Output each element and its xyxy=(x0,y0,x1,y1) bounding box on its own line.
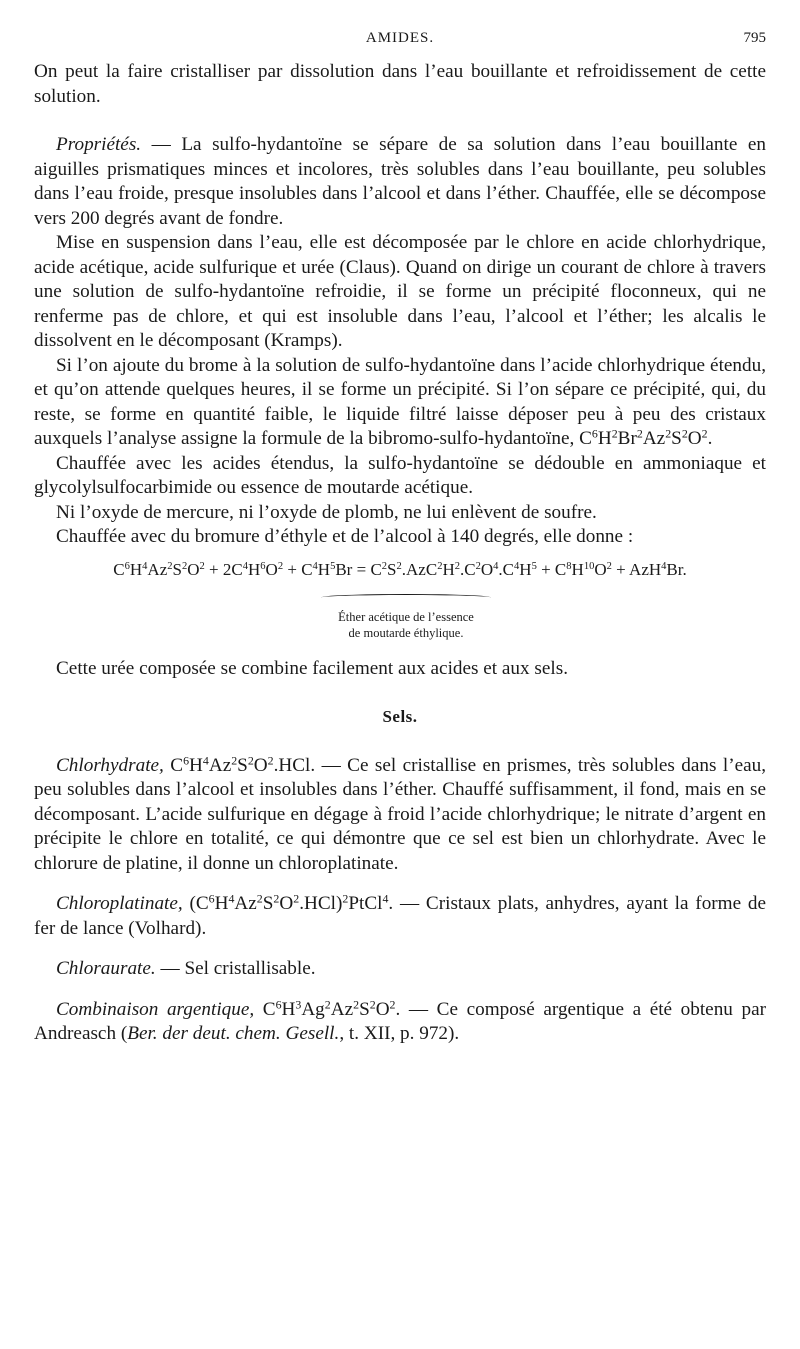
running-title: AMIDES. xyxy=(365,30,435,46)
product-ester: $C^8H^{10}O^2$ xyxy=(554,559,612,579)
underbrace xyxy=(34,584,766,609)
paragraph-chloraurate xyxy=(34,957,766,982)
reference-journal: Ber. der deut. chem. Gesell. xyxy=(127,1023,340,1044)
paragraph-chlorhydrate xyxy=(34,754,766,877)
product-ether-acetique: $C^2S^2.AzC^2H^2.C^2O^4.C^4H^5$ xyxy=(370,559,537,579)
argentique-text-end: , t. XII, p. 972). xyxy=(339,1023,460,1044)
bibromo-formula: $C^6H^2Br^2Az^2S^2O^2$. xyxy=(579,426,713,449)
equals-sign: = xyxy=(352,559,371,579)
plus-sign: + xyxy=(204,559,223,579)
running-header xyxy=(34,30,766,54)
plus-sign: + xyxy=(536,559,555,579)
body-text xyxy=(34,60,766,1047)
argentique-text: — Ce composé argentique a été obtenu par Andreasch ( xyxy=(34,998,766,1044)
argentique-name: Combinaison argentique, xyxy=(56,998,255,1020)
reaction-equation xyxy=(34,558,766,583)
product-ammonium-bromide: AzH$^4$Br. xyxy=(629,559,687,579)
chloroplatinate-text: — Cristaux plats, anhydres, ayant la forme de fer de lance (Volhard). xyxy=(34,893,766,939)
reactant-alcohol: $2C^4H^6O^2$ xyxy=(222,559,284,579)
brome-text: Si l’on ajoute du brome à la solution de sulfo-hydantoïne dans l’acide chlorhydrique étendu, et qu’on attende quelques heures, il se forme un précipité. Si l’on sépare ce précipité, qui, du reste, se forme en quantité faible, le liquide filtré laisse déposer peu à peu des cristaux auxquels l’analyse assigne la formule de la bibromo-sulfo-hydantoïne, xyxy=(34,354,766,449)
heading-proprietes: Propriétés. xyxy=(56,134,142,155)
paragraph-oxyde: Ni l’oxyde de mercure, ni l’oxyde de plomb, ne lui enlèvent de soufre. xyxy=(56,501,597,523)
chloroplatinate-formula: $(C^6H^4Az^2S^2O^2.HCl)^2PtCl^4$. xyxy=(189,891,394,914)
section-title-sels: Sels. xyxy=(382,707,418,726)
paragraph-brome xyxy=(34,354,766,452)
reactant-sulfo-hydantoine: $C^6H^4Az^2S^2O^2$ xyxy=(113,559,205,579)
chloraurate-text: — Sel cristallisable. xyxy=(155,958,316,979)
brace-line xyxy=(321,594,491,601)
paragraph-chloroplatinate xyxy=(34,892,766,941)
plus-sign: + xyxy=(611,559,630,579)
page-number: 795 xyxy=(743,30,766,46)
chlorhydrate-name: Chlorhydrate, xyxy=(56,754,164,776)
paragraph-uree: Cette urée composée se combine facilement aux acides et aux sels. xyxy=(56,657,568,679)
plus-sign: + xyxy=(283,559,302,579)
paragraph-suspension: Mise en suspension dans l’eau, elle est décomposée par le chlore en acide chlorhydrique, acide acétique, acide sulfurique et urée (Claus). Quand on dirige un courant de chlore à travers une solution de sulfo-hydantoïne refroidie, il se forme un précipité floconneux, qui ne renferme pas de chlore, et qui est insoluble dans l’eau, l’alcool et l’éther; les alcalis le dissolvent en le décomposant (Kramps). xyxy=(34,232,766,351)
paragraph-crystallization: On peut la faire cristalliser par dissolution dans l’eau bouillante et refroidissement de cette solution. xyxy=(34,61,766,107)
chloraurate-name: Chloraurate. xyxy=(56,958,156,979)
argentique-formula: $C^6H^3Ag^2Az^2S^2O^2$. xyxy=(262,996,401,1020)
brace-note-line-1: Éther acétique de l’essence xyxy=(338,609,474,624)
reactant-ethyl-bromide: $C^4H^5Br$ xyxy=(301,559,353,579)
paragraph-bromure: Chauffée avec du bromure d’éthyle et de l’alcool à 140 degrés, elle donne : xyxy=(56,526,634,547)
chlorhydrate-text: — Ce sel cristallise en prismes, très solubles dans l’eau, peu solubles dans l’alcool et insolubles dans l’éther. Chauffé suffisamment, il fond, mais en se décomposant. L’acide sulfurique en dégage à froid l’acide chlorhydrique; le nitrate d’argent en précipite le chlore en totalité, ce qui démontre que ce sel est bien un chlorhydrate. Avec le chlorure de platine, il donne un chloroplatinate. xyxy=(34,754,767,874)
proprietes-text: — La sulfo-hydantoïne se sépare de sa solution dans l’eau bouillante en aiguilles prismatiques minces et incolores, très solubles dans l’eau bouillante, peu solubles dans l’eau froide, presque insolubles dans l’alcool et dans l’éther. Chauffée, elle se décompose vers 200 degrés avant de fondre. xyxy=(34,134,766,229)
chloroplatinate-name: Chloroplatinate, xyxy=(56,893,183,914)
brace-annotation xyxy=(46,609,766,641)
brace-note-line-2: de moutarde éthylique. xyxy=(348,625,464,640)
paragraph-proprietes xyxy=(34,133,766,231)
paragraph-argentique xyxy=(34,998,766,1047)
paragraph-acides: Chauffée avec les acides étendus, la sulfo-hydantoïne se dédouble en ammoniaque et glycolylsulfocarbimide ou essence de moutarde acétique. xyxy=(34,452,766,498)
chlorhydrate-formula: $C^6H^4Az^2S^2O^2.HCl$. xyxy=(170,752,316,776)
